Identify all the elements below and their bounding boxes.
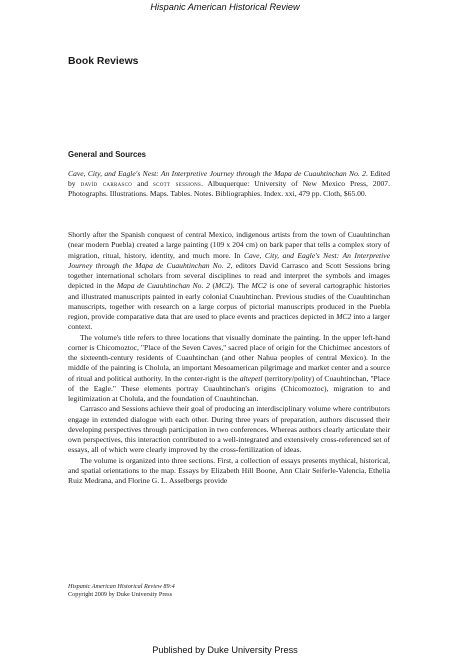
italic-abbrev: MC2 bbox=[336, 312, 352, 321]
paragraph: Carrasco and Sessions achieve their goal of producing an interdisciplinary volume where contributors engage in extended dialogue with each other. During three years of preparation, authors discussed their developing perspectives through participation in two conferences. Whereas authors clearly articulate their own perspectives, this interaction contributed to a well-integrated and extensively cross-referenced set of essays, all of which were clearly improved by the cross-fertilization of ideas. bbox=[68, 404, 390, 455]
italic-title: Mapa de Cuauhtinchan No. 2 bbox=[116, 281, 210, 291]
review-body bbox=[68, 230, 390, 486]
journal-citation: Hispanic American Historical Review 89:4 bbox=[68, 583, 175, 590]
section-heading: Book Reviews bbox=[68, 56, 139, 67]
text-run: (territory/polity) of Cuauhtinchan, "Place of the Eagle." These elements portray Cuauhtinchan's origins (Chicomoztoc), migration to and legitimization at Cholula, and the foundation of Cuauhtinchan. bbox=[68, 373, 390, 403]
text-run: The volume's title refers to three locations that visually dominate the painting. In the upper left-hand corner is Chicomoztoc, "Place of the Seven Caves," sacred place of origin for the Chichimec ancestors of the sixteenth-century residents of Cuauhtinchan (and other Nahua peoples of central Mexico). In the middle of the painting is Cholula, an important Mesoamerican pilgrimage and market center and a source of ritual and political authority. In the center-right is the bbox=[68, 332, 390, 383]
italic-term: altepetl bbox=[239, 373, 263, 383]
text-run: is one of several cartographic histories and illustrated manuscripts painted in early colonial Cuauhtinchan. Previous studies of the Cuauhtinchan manuscripts, together with research on a large corpus of pictorial manuscripts produced in the Puebla region, provide comparative data that are used to place events and practices depicted in bbox=[68, 281, 391, 321]
italic-abbrev: MC2 bbox=[251, 281, 267, 291]
publisher-footer: Published by Duke University Press bbox=[152, 645, 298, 655]
text-run: Shortly after the Spanish conquest of central Mexico, indigenous artists from the town of Cuauhtinchan (near modern Puebla) created a large painting (109 x 204 cm) on bark paper that tells a complex story of migration, ritual, history, identity, and much more. In bbox=[68, 230, 390, 260]
and-text: and bbox=[137, 179, 149, 189]
book-citation bbox=[68, 169, 390, 200]
paragraph bbox=[68, 230, 390, 333]
editor-name: davíd carrasco bbox=[80, 179, 133, 189]
text-run: ( bbox=[212, 281, 215, 291]
edited-by-text: . Edited by bbox=[68, 169, 390, 189]
running-header: Hispanic American Historical Review bbox=[150, 2, 300, 12]
book-title: Cave, City, and Eagle's Nest: An Interpretive Journey through the Mapa de Cuauhtinchan No. 2 bbox=[68, 169, 366, 178]
italic-abbrev: MC2 bbox=[214, 281, 231, 291]
copyright-note bbox=[68, 583, 390, 600]
subsection-heading: General and Sources bbox=[68, 150, 146, 159]
copyright-line: Copyright 2009 by Duke University Press bbox=[68, 591, 172, 599]
italic-title: Cave, City, and Eagle's Nest: An Interpretive Journey through the Mapa de Cuauhtinchan No. 2 bbox=[68, 250, 390, 270]
publication-details: . Albuquerque: University of New Mexico Press, 2007. Photographs. Illustrations. Maps. Tables. Notes. Bibliographies. Index. xxi, 479 pp. Cloth, $65.00. bbox=[68, 179, 390, 199]
text-run: ). The bbox=[230, 281, 249, 291]
editor-name: scott sessions bbox=[153, 179, 202, 189]
text-run: into a larger context. bbox=[68, 312, 390, 332]
paragraph: The volume is organized into three sections. First, a collection of essays presents mythical, historical, and spatial orientations to the map. Essays by Elizabeth Hill Boone, Ann Clair Seiferle-Valencia, Ethelia Ruiz Medrana, and Florine G. L. Asselbergs provide bbox=[68, 455, 390, 485]
paragraph bbox=[68, 333, 390, 405]
text-run: , editors Davíd Carrasco and Scott Sessions bring together international scholars from several disciplines to read and interpret the symbols and images depicted in the bbox=[68, 260, 390, 291]
